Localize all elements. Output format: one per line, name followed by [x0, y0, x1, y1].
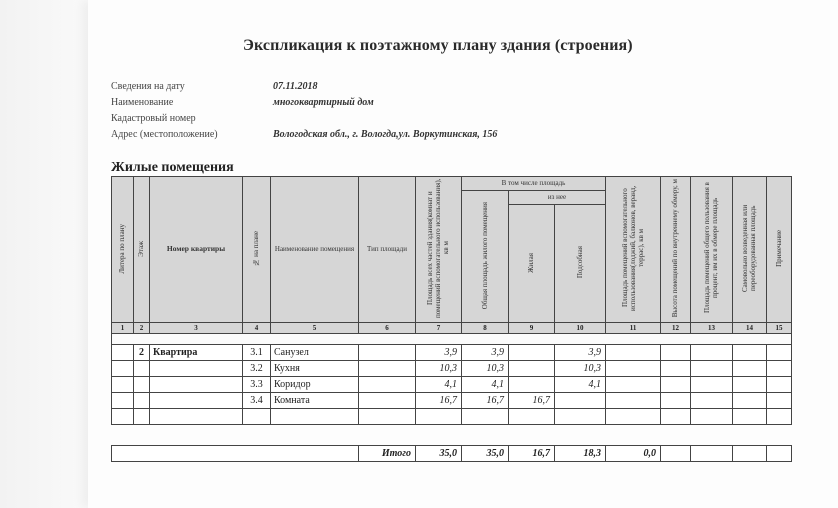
header-area-type: Тип площади: [359, 177, 416, 323]
cell-room-name: Кухня: [271, 361, 359, 377]
total-table: [111, 445, 792, 462]
cell-common: [691, 361, 733, 377]
info-value-date: 07.11.2018: [273, 81, 318, 92]
cell-general-area: 16,7: [462, 393, 509, 409]
cell-balcony: [606, 361, 661, 377]
header-subgroup: из нее: [509, 191, 606, 205]
header-note-text: Примечание: [774, 230, 783, 267]
cell-note: [767, 345, 792, 361]
total-auxiliary: 18,3: [555, 446, 606, 462]
cell-plan-no: [243, 409, 271, 425]
page-shadow: [0, 0, 90, 508]
header-auxiliary: [555, 205, 606, 323]
cell-common: [691, 377, 733, 393]
cell-area-type: [359, 393, 416, 409]
total-row: [112, 446, 792, 462]
column-number: 12: [661, 323, 691, 334]
header-apartment: Номер квартиры: [150, 177, 243, 323]
header-unauthorized: [733, 177, 767, 323]
header-plan-no: [243, 177, 271, 323]
cell-floor: [134, 409, 150, 425]
cell-living: [509, 361, 555, 377]
header-height-text: Высота помещений по внутреннему обмеру, м: [671, 179, 680, 318]
cell-note: [767, 377, 792, 393]
cell-living: [509, 345, 555, 361]
total-unauthorized: [733, 446, 767, 462]
table-row: [112, 393, 792, 409]
cell-unauthorized: [733, 393, 767, 409]
cell-total-area: [416, 409, 462, 425]
cell-litera: [112, 393, 134, 409]
column-number: 1: [112, 323, 134, 334]
column-number: 2: [134, 323, 150, 334]
info-value-name: многоквартирный дом: [273, 97, 374, 108]
cell-floor: [134, 377, 150, 393]
cell-total-area: 4,1: [416, 377, 462, 393]
cell-height: [661, 393, 691, 409]
header-note: [767, 177, 792, 323]
column-number: 11: [606, 323, 661, 334]
info-label-address: Адрес (местоположение): [111, 129, 218, 140]
cell-height: [661, 361, 691, 377]
cell-general-area: 3,9: [462, 345, 509, 361]
cell-common: [691, 393, 733, 409]
column-number: 5: [271, 323, 359, 334]
cell-balcony: [606, 409, 661, 425]
header-auxiliary-text: Подсобная: [575, 246, 584, 279]
cell-balcony: [606, 377, 661, 393]
total-note: [767, 446, 792, 462]
table-row: [112, 345, 792, 361]
cell-common: [691, 345, 733, 361]
cell-area-type: [359, 409, 416, 425]
document-title: Экспликация к поэтажному плану здания (строения): [243, 37, 633, 54]
table-row: [112, 409, 792, 425]
cell-floor: [134, 393, 150, 409]
spacer-row: [112, 334, 792, 345]
column-number: 4: [243, 323, 271, 334]
column-number: 8: [462, 323, 509, 334]
cell-common: [691, 409, 733, 425]
cell-apartment: [150, 409, 243, 425]
explication-table: [111, 176, 792, 425]
column-number: 9: [509, 323, 555, 334]
info-label-cadastral: Кадастровый номер: [111, 113, 196, 124]
cell-balcony: [606, 393, 661, 409]
header-common-area-text: Площадь помещений общего пользования в процент, им их в обмере площадь: [703, 183, 720, 314]
header-balcony-area: [606, 177, 661, 323]
cell-room-name: Санузел: [271, 345, 359, 361]
cell-room-name: Комната: [271, 393, 359, 409]
cell-room-name: Коридор: [271, 377, 359, 393]
cell-balcony: [606, 345, 661, 361]
column-number: 10: [555, 323, 606, 334]
section-title: Жилые помещения: [111, 160, 234, 175]
info-value-address: Вологодская обл., г. Вологда,ул. Воркутинская, 156: [273, 129, 498, 140]
header-common-area: [691, 177, 733, 323]
cell-auxiliary: [555, 393, 606, 409]
column-number: 6: [359, 323, 416, 334]
cell-living: [509, 377, 555, 393]
total-common: [691, 446, 733, 462]
cell-litera: [112, 361, 134, 377]
total-living: 16,7: [509, 446, 555, 462]
total-height: [661, 446, 691, 462]
cell-area-type: [359, 377, 416, 393]
header-total-area: [416, 177, 462, 323]
header-floor: [134, 177, 150, 323]
cell-total-area: 10,3: [416, 361, 462, 377]
column-number: 15: [767, 323, 792, 334]
cell-unauthorized: [733, 409, 767, 425]
cell-general-area: 10,3: [462, 361, 509, 377]
cell-apartment: Квартира: [150, 345, 243, 361]
cell-total-area: 3,9: [416, 345, 462, 361]
cell-apartment: [150, 361, 243, 377]
cell-living: [509, 409, 555, 425]
cell-auxiliary: 3,9: [555, 345, 606, 361]
cell-plan-no: 3.2: [243, 361, 271, 377]
cell-apartment: [150, 393, 243, 409]
cell-unauthorized: [733, 345, 767, 361]
cell-area-type: [359, 345, 416, 361]
cell-plan-no: 3.3: [243, 377, 271, 393]
column-number: 7: [416, 323, 462, 334]
cell-litera: [112, 409, 134, 425]
cell-room-name: [271, 409, 359, 425]
cell-general-area: [462, 409, 509, 425]
cell-note: [767, 393, 792, 409]
header-plan-no-text: № на плане: [252, 230, 261, 267]
total-general-area: 35,0: [462, 446, 509, 462]
cell-note: [767, 409, 792, 425]
cell-height: [661, 409, 691, 425]
cell-auxiliary: [555, 409, 606, 425]
cell-living: 16,7: [509, 393, 555, 409]
cell-plan-no: 3.1: [243, 345, 271, 361]
cell-unauthorized: [733, 377, 767, 393]
header-group-area: В том числе площадь: [462, 177, 606, 191]
total-balcony: 0,0: [606, 446, 661, 462]
total-total-area: 35,0: [416, 446, 462, 462]
header-balcony-area-text: Площадь помещений вспомогательного использования(лоджий, балконов, веранд, террас), кв м: [620, 185, 646, 312]
column-numbers-row: [112, 323, 792, 334]
cell-floor: [134, 361, 150, 377]
header-living-text: Жилая: [527, 252, 536, 273]
total-label: Итого: [359, 446, 416, 462]
header-living: [509, 205, 555, 323]
cell-note: [767, 361, 792, 377]
cell-general-area: 4,1: [462, 377, 509, 393]
header-unauthorized-text: Самовольно возведенная или переоборудованная площадь: [741, 204, 758, 293]
header-general-area-text: Общая площадь жилого помещения: [480, 201, 489, 310]
cell-floor: 2: [134, 345, 150, 361]
cell-litera: [112, 377, 134, 393]
column-number: 13: [691, 323, 733, 334]
header-general-area: [462, 191, 509, 323]
cell-apartment: [150, 377, 243, 393]
cell-plan-no: 3.4: [243, 393, 271, 409]
header-total-area-text: Площадь всех частей здания(комнат и помещений вспомогательного использования), кв м: [426, 178, 451, 319]
column-number: 3: [150, 323, 243, 334]
cell-auxiliary: 4,1: [555, 377, 606, 393]
cell-litera: [112, 345, 134, 361]
cell-unauthorized: [733, 361, 767, 377]
info-label-name: Наименование: [111, 97, 174, 108]
cell-total-area: 16,7: [416, 393, 462, 409]
header-litera: [112, 177, 134, 323]
header-floor-text: Этаж: [137, 240, 146, 257]
table-row: [112, 377, 792, 393]
cell-auxiliary: 10,3: [555, 361, 606, 377]
info-label-date: Сведения на дату: [111, 81, 185, 92]
column-number: 14: [733, 323, 767, 334]
cell-area-type: [359, 361, 416, 377]
cell-height: [661, 377, 691, 393]
header-room-name: Наименование помещения: [271, 177, 359, 323]
header-height: [661, 177, 691, 323]
table-row: [112, 361, 792, 377]
cell-height: [661, 345, 691, 361]
header-litera-text: Литера по плану: [118, 223, 127, 274]
